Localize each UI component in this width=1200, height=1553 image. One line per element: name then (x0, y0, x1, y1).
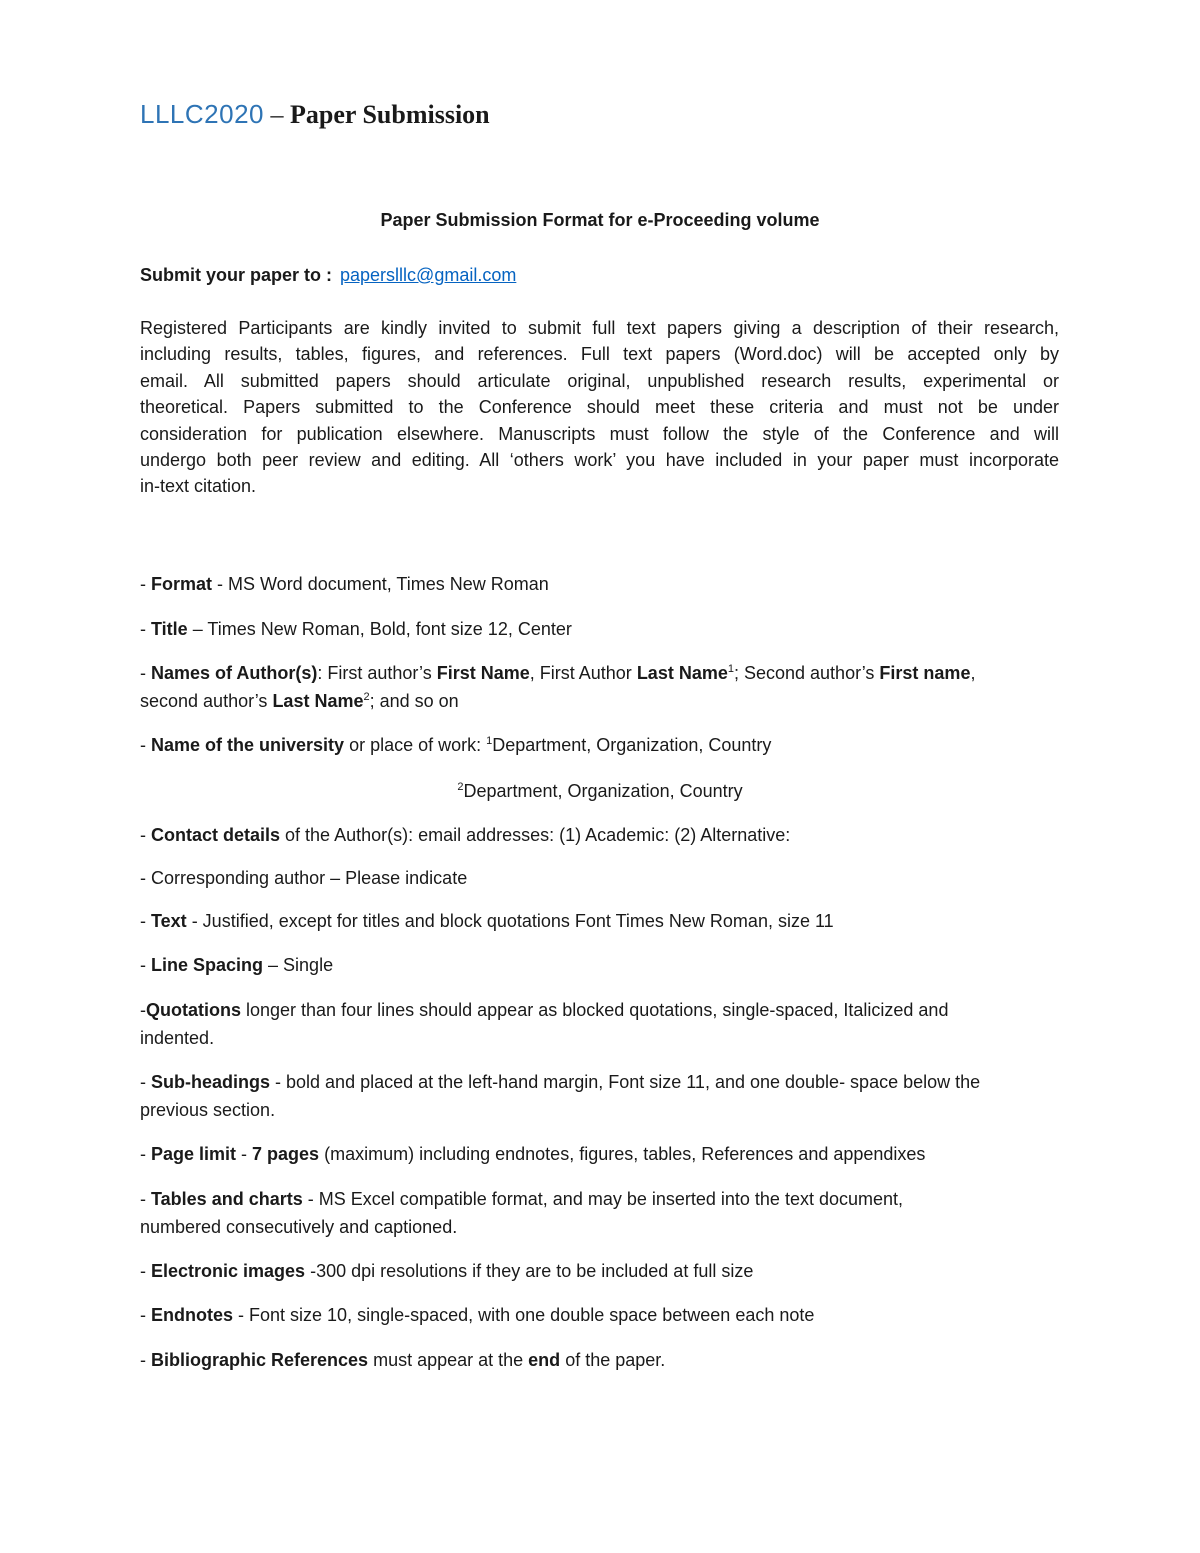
item-text: -300 dpi resolutions if they are to be included at full size (305, 1261, 754, 1281)
references-item (140, 1346, 1070, 1374)
quotations-item (140, 996, 1070, 1052)
bullet-dash: - (140, 663, 151, 683)
endnotes-item (140, 1301, 1070, 1329)
item-text: : First author’s (317, 663, 437, 683)
intro-line: undergo both peer review and editing. All ‘others work’ you have included in your paper must incorporate (140, 450, 1059, 471)
page-limit-item (140, 1140, 1070, 1168)
conference-code: LLLC2020 (140, 99, 264, 129)
item-text: longer than four lines should appear as blocked quotations, single-spaced, Italicized and (241, 1000, 949, 1020)
item-text: – Times New Roman, Bold, font size 12, Center (187, 619, 572, 639)
bullet-dash: - (140, 1000, 146, 1020)
item-text: - Justified, except for titles and block quotations Font Times New Roman, size 11 (186, 911, 834, 931)
item-text: of the Author(s): email addresses: (1) Academic: (2) Alternative: (280, 825, 791, 845)
item-key: Quotations (146, 1000, 241, 1020)
authors-line-1 (140, 659, 1070, 687)
bullet-dash: - (140, 1261, 151, 1281)
item-key: Names of Author(s) (151, 663, 318, 683)
bullet-dash: - (140, 1305, 151, 1325)
item-emphasis: First name (879, 663, 971, 683)
item-key: Electronic images (151, 1261, 306, 1281)
intro-line: including results, tables, figures, and references. Full text papers (Word.doc) will be accepted only by (140, 344, 1059, 365)
item-key: Tables and charts (151, 1189, 303, 1209)
bullet-dash: - (140, 1072, 151, 1092)
bullet-dash: - (140, 911, 151, 931)
quotations-line-1 (140, 996, 1070, 1024)
submit-label: Submit your paper to : (140, 265, 333, 285)
item-key: Title (151, 619, 188, 639)
item-text: second author’s (140, 691, 273, 711)
university-second-department (0, 777, 1200, 805)
section-heading: Paper Submission Format for e-Proceeding volume (380, 210, 820, 230)
intro-paragraph (140, 315, 1059, 500)
item-text: - MS Excel compatible format, and may be inserted into the text document, (302, 1189, 904, 1209)
item-text: (maximum) including endnotes, figures, tables, References and appendixes (319, 1144, 926, 1164)
subheadings-line-1 (140, 1068, 1070, 1096)
item-text: , First Author (529, 663, 637, 683)
title-item (140, 615, 1070, 643)
corresponding-item (140, 864, 1070, 892)
item-key: Format (151, 574, 213, 594)
department-line: Department, Organization, Country (463, 781, 743, 801)
item-key: Name of the university (151, 735, 345, 755)
item-text: – Single (263, 955, 334, 975)
item-emphasis: Last Name (272, 691, 364, 711)
item-text: - bold and placed at the left-hand margin, Font size 11, and one double- space below the (270, 1072, 981, 1092)
item-key: Bibliographic References (151, 1350, 369, 1370)
item-text: ; and so on (369, 691, 459, 711)
intro-line: consideration for publication elsewhere. Manuscripts must follow the style of the Conference and will (140, 423, 1059, 444)
superscript: 2 (457, 781, 464, 793)
tables-line-2: numbered consecutively and captioned. (140, 1217, 458, 1237)
title-dash: – (264, 100, 290, 129)
text-item (140, 907, 1070, 935)
submission-email-link[interactable]: paperslllc@gmail.com (340, 265, 517, 285)
bullet-dash: - (140, 1189, 151, 1209)
title-main: Paper Submission (290, 100, 490, 129)
intro-line: email. All submitted papers should articulate original, unpublished research results, experimental or (140, 370, 1059, 391)
superscript: 1 (727, 663, 734, 675)
intro-line: Registered Participants are kindly invited to submit full text papers giving a description of their research, (140, 318, 1059, 338)
item-emphasis: end (528, 1350, 561, 1370)
item-emphasis: 7 pages (252, 1144, 320, 1164)
intro-line: in-text citation. (140, 476, 257, 497)
item-text: , (970, 663, 976, 683)
item-text: - (236, 1144, 253, 1164)
item-text: - Font size 10, single-spaced, with one double space between each note (233, 1305, 815, 1325)
page-title (140, 96, 490, 133)
subheadings-item (140, 1068, 1070, 1124)
contact-item (140, 821, 1070, 849)
item-text: or place of work: (344, 735, 487, 755)
authors-item (140, 659, 1070, 715)
item-text: ; Second author’s (733, 663, 880, 683)
item-key: Line Spacing (151, 955, 264, 975)
line-spacing-item (140, 951, 1070, 979)
university-item (140, 731, 1070, 759)
submit-line (140, 262, 516, 288)
item-text: of the paper. (560, 1350, 666, 1370)
quotations-line-2: indented. (140, 1028, 215, 1048)
item-key: Sub-headings (151, 1072, 271, 1092)
item-key: Text (151, 911, 187, 931)
item-text: - Corresponding author – Please indicate (140, 868, 468, 888)
item-emphasis: Last Name (636, 663, 728, 683)
superscript: 1 (486, 735, 493, 747)
tables-line-1 (140, 1185, 1070, 1213)
item-key: Endnotes (151, 1305, 234, 1325)
bullet-dash: - (140, 1350, 151, 1370)
bullet-dash: - (140, 735, 151, 755)
intro-line: theoretical. Papers submitted to the Conference should meet these criteria and must not be under (140, 397, 1059, 418)
item-text: - MS Word document, Times New Roman (212, 574, 549, 594)
format-item (140, 570, 1070, 598)
bullet-dash: - (140, 825, 151, 845)
tables-item (140, 1185, 1070, 1241)
bullet-dash: - (140, 955, 151, 975)
images-item (140, 1257, 1070, 1285)
item-emphasis: First Name (436, 663, 530, 683)
bullet-dash: - (140, 1144, 151, 1164)
superscript: 2 (363, 691, 370, 703)
bullet-dash: - (140, 619, 151, 639)
item-text: must appear at the (368, 1350, 529, 1370)
subheadings-line-2: previous section. (140, 1100, 276, 1120)
item-key: Page limit (151, 1144, 237, 1164)
department-line: Department, Organization, Country (492, 735, 772, 755)
bullet-dash: - (140, 574, 151, 594)
authors-line-2 (140, 687, 1070, 715)
item-key: Contact details (151, 825, 281, 845)
